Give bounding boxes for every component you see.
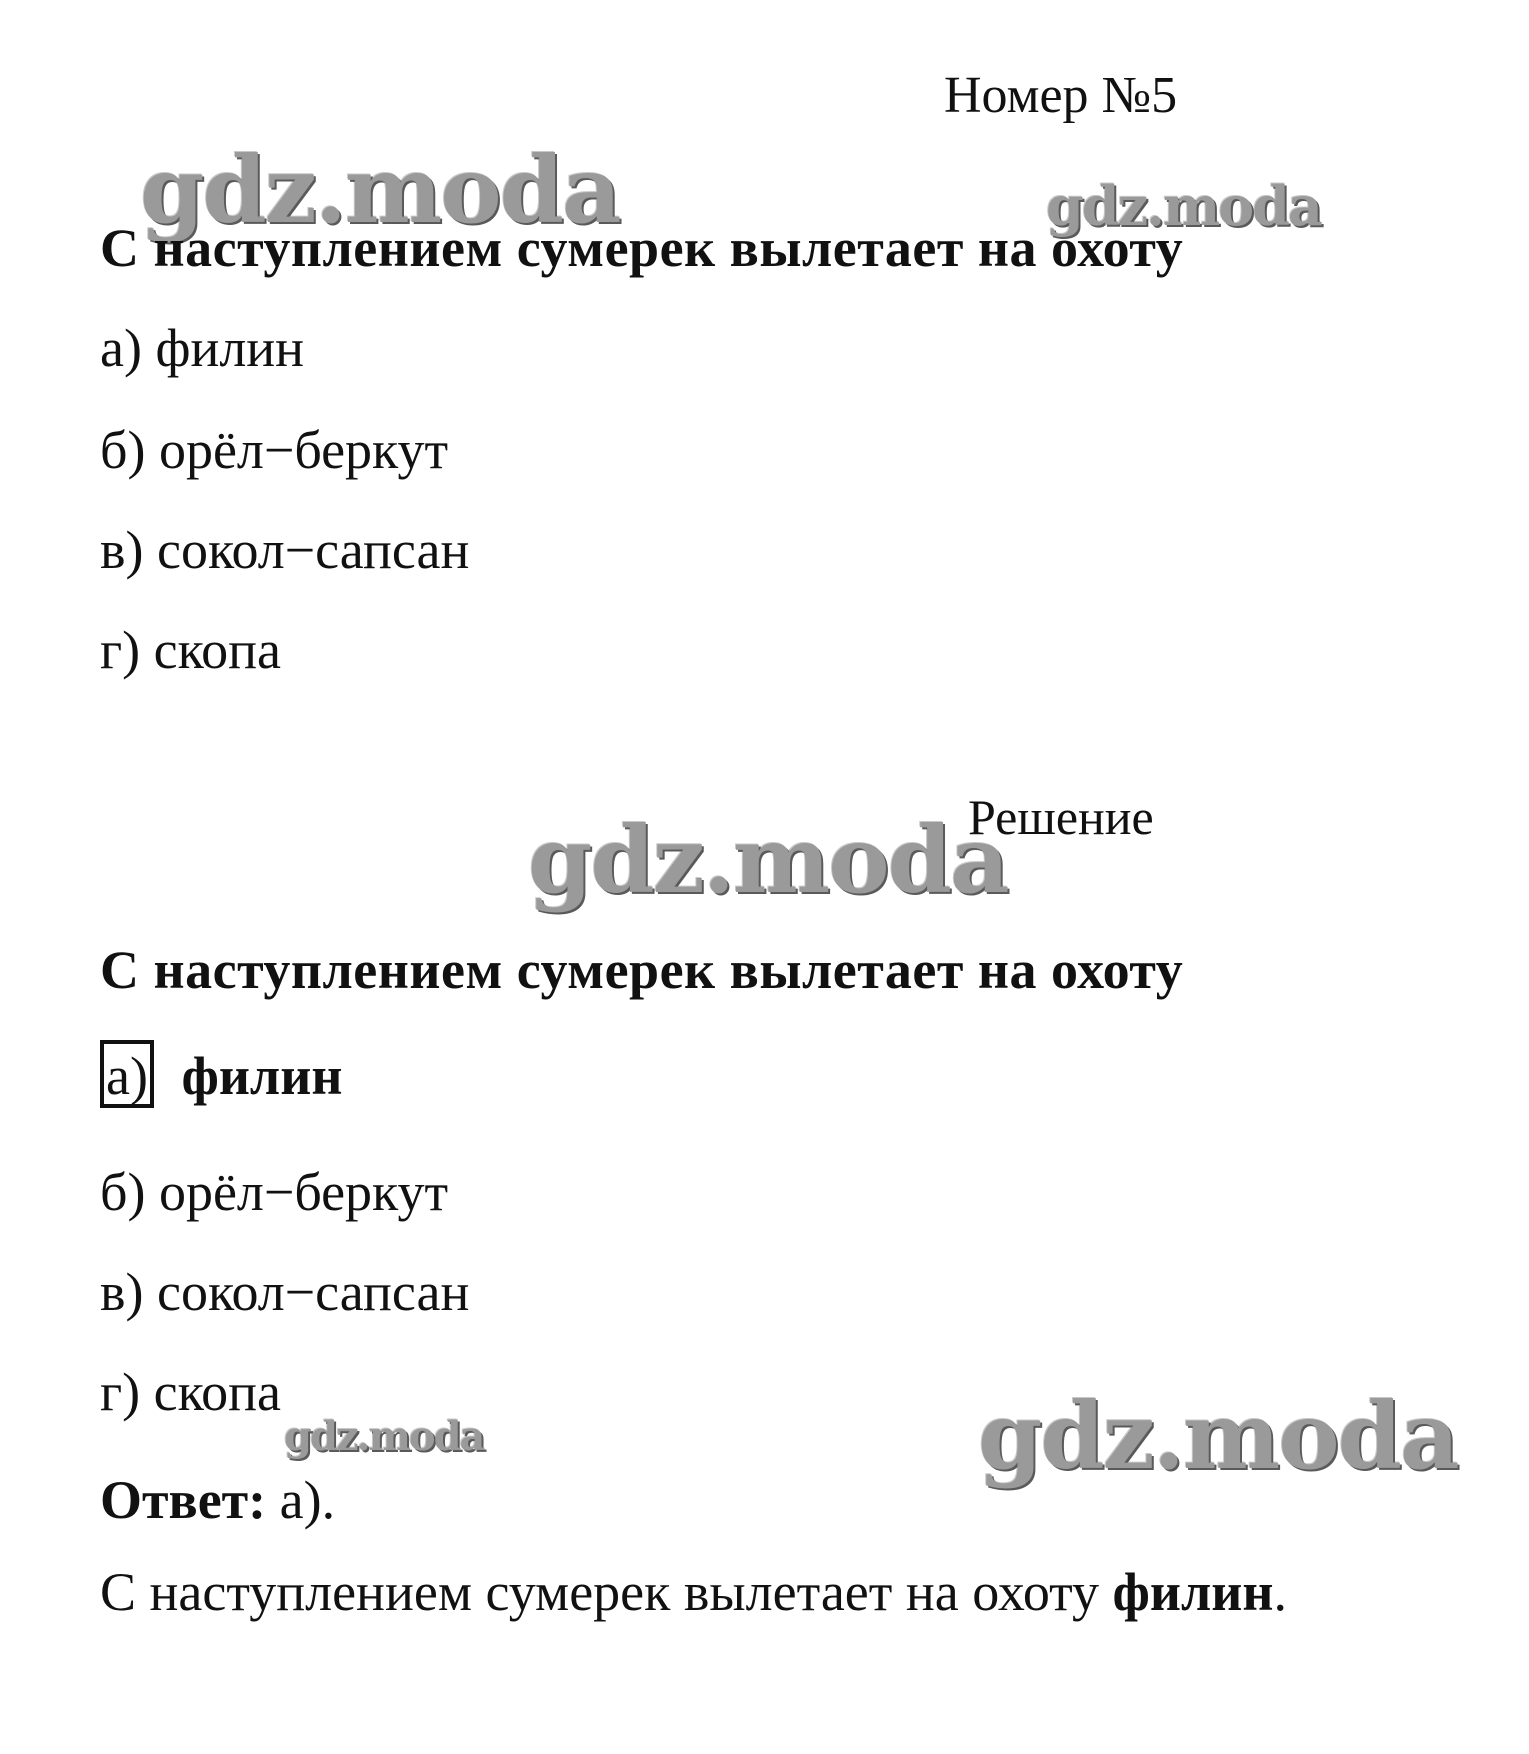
watermark-logo: gdz.moda <box>140 136 620 244</box>
correct-option <box>100 1040 342 1108</box>
correct-option-text: филин <box>181 1046 343 1106</box>
final-sentence-end: . <box>1273 1562 1287 1622</box>
solution-label: Решение <box>968 789 1154 845</box>
question-option: в) сокол−сапсан <box>100 520 470 580</box>
watermark-logo: gdz.moda <box>284 1413 484 1460</box>
final-sentence-start: С наступлением сумерек вылетает на охоту <box>100 1562 1113 1622</box>
solution-option: б) орёл−беркут <box>100 1162 449 1222</box>
question-option: б) орёл−беркут <box>100 420 449 480</box>
correct-option-marker: а) <box>100 1040 154 1108</box>
question-title: С наступлением сумерек вылетает на охоту <box>100 218 1184 278</box>
answer-label: Ответ: <box>100 1470 267 1530</box>
question-option: а) филин <box>100 318 305 378</box>
final-sentence-bold: филин <box>1112 1562 1274 1622</box>
task-number: Номер №5 <box>944 67 1178 124</box>
watermark-logo: gdz.moda <box>978 1382 1458 1490</box>
solution-option: г) скопа <box>100 1362 281 1422</box>
watermark-logo: gdz.moda <box>1046 174 1321 238</box>
answer-value: а). <box>279 1470 336 1530</box>
answer-line <box>100 1468 335 1532</box>
question-option: г) скопа <box>100 620 281 680</box>
final-sentence <box>100 1560 1287 1624</box>
solution-option: в) сокол−сапсан <box>100 1262 470 1322</box>
watermark-logo: gdz.moda <box>528 806 1008 914</box>
solution-title: С наступлением сумерек вылетает на охоту <box>100 940 1184 1000</box>
